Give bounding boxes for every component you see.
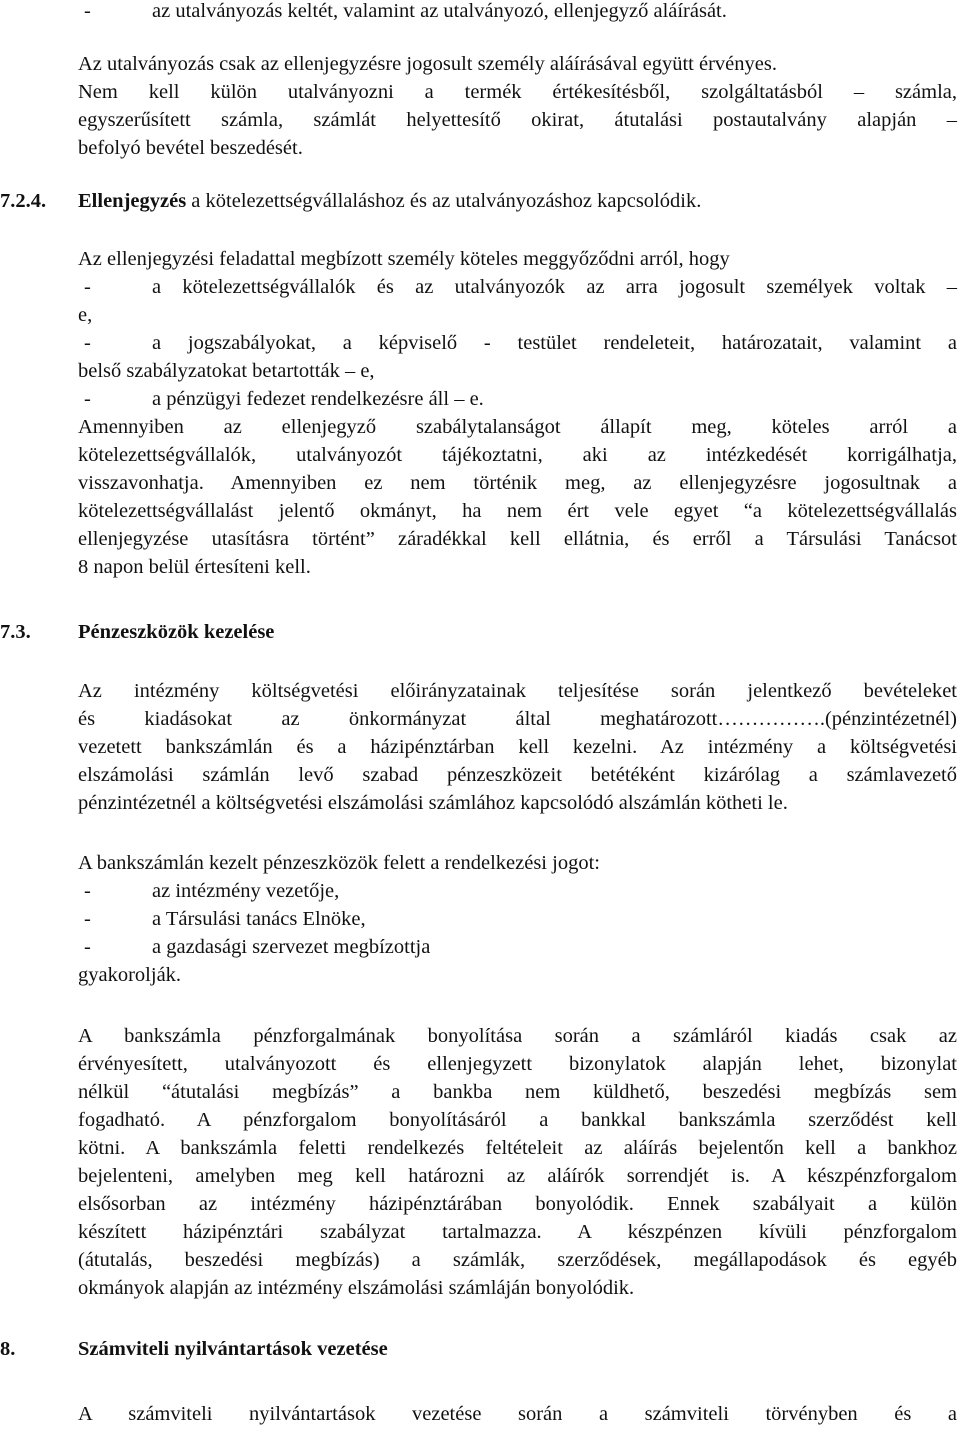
- list-item-text: az intézmény vezetője,: [152, 880, 340, 902]
- paragraph-line: gyakorolják.: [78, 964, 182, 986]
- section-heading: [78, 187, 957, 215]
- paragraph-line: A számviteli nyilvántartások vezetése során a számviteli törvényben és a: [78, 1403, 957, 1425]
- paragraph-line: Az utalványozás csak az ellenjegyzésre jogosult személy aláírásával együtt érvényes.: [78, 53, 777, 75]
- list-dash: -: [84, 880, 91, 902]
- section-number: 8.: [0, 1338, 16, 1360]
- list-item-continuation: e,: [78, 304, 93, 326]
- section-heading-bold: Ellenjegyzés: [78, 190, 187, 212]
- paragraph-line: 8 napon belül értesíteni kell.: [78, 556, 311, 578]
- paragraph-line: készített házipénztári szabályzat tartalmazza. A készpénzen kívüli pénzforgalom: [78, 1221, 957, 1243]
- list-item-continuation: belső szabályzatokat betartották – e,: [78, 360, 375, 382]
- paragraph-line: ellenjegyzése utasításra történt” záradékkal kell ellátnia, és erről a Társulási Tanácsot: [78, 528, 957, 550]
- paragraph-line: egyszerűsített számla, számlát helyettesítő okirat, átutalási postautalvány alapján –: [78, 109, 957, 131]
- paragraph-line: befolyó bevétel beszedését.: [78, 137, 303, 159]
- list-item-text: a gazdasági szervezet megbízottja: [152, 936, 431, 958]
- paragraph-line: pénzintézetnél a költségvetési elszámolási számlához kapcsolódó alszámlán kötheti le.: [78, 792, 788, 814]
- section-number: 7.3.: [0, 621, 31, 643]
- paragraph-line: kötni. A bankszámla feletti rendelkezés feltételeit az aláírás bejelentőn kell a bankhoz: [78, 1137, 957, 1159]
- paragraph-line: érvényesített, utalványozott és ellenjegyzett bizonylatok alapján lehet, bizonylat: [78, 1053, 957, 1075]
- paragraph-line: Nem kell külön utalványozni a termék értékesítésből, szolgáltatásból – számla,: [78, 81, 957, 103]
- section-heading: Számviteli nyilvántartások vezetése: [78, 1338, 388, 1360]
- paragraph-line: Amennyiben az ellenjegyző szabálytalanságot állapít meg, köteles arról a: [78, 416, 957, 438]
- section-number: 7.2.4.: [0, 190, 47, 212]
- paragraph-line: elsősorban az intézmény házipénztárában bonyolódik. Ennek szabályait a külön: [78, 1193, 957, 1215]
- list-item-text: a Társulási tanács Elnöke,: [152, 908, 366, 930]
- paragraph-line: A bankszámla pénzforgalmának bonyolítása során a számláról kiadás csak az: [78, 1025, 957, 1047]
- list-item-text: a jogszabályokat, a képviselő - testület rendeleteit, határozatait, valamint a: [152, 332, 957, 354]
- paragraph-line: nélkül “átutalási megbízás” a bankba nem küldhető, beszedési megbízás sem: [78, 1081, 957, 1103]
- paragraph-line: kötelezettségvállalást jelentő okmányt, ha nem ért vele egyet “a kötelezettségvállalás: [78, 500, 957, 522]
- paragraph-line: visszavonhatja. Amennyiben ez nem történik meg, az ellenjegyzésre jogosultnak a: [78, 472, 957, 494]
- paragraph-line: okmányok alapján az intézmény elszámolási számláján bonyolódik.: [78, 1277, 635, 1299]
- paragraph-line: fogadható. A pénzforgalom bonyolításáról a bankkal bankszámla szerződést kell: [78, 1109, 957, 1131]
- paragraph-line: és kiadásokat az önkormányzat által meghatározott…………….(pénzintézetnél): [78, 708, 957, 730]
- paragraph-line: (átutalás, beszedési megbízás) a számlák, szerződések, megállapodások és egyéb: [78, 1249, 957, 1271]
- list-item-text: az utalványozás keltét, valamint az utalványozó, ellenjegyző aláírását.: [152, 0, 727, 22]
- list-dash: -: [84, 388, 91, 410]
- list-dash: -: [84, 332, 91, 354]
- section-heading-rest: a kötelezettségvállaláshoz és az utalványozáshoz kapcsolódik.: [186, 190, 702, 212]
- paragraph-line: Az intézmény költségvetési előirányzatainak teljesítése során jelentkező bevételeket: [78, 680, 957, 702]
- paragraph-line: elszámolási számlán levő szabad pénzeszközeit betétéként kizárólag a számlavezető: [78, 764, 957, 786]
- paragraph-line: Az ellenjegyzési feladattal megbízott személy köteles meggyőződni arról, hogy: [78, 248, 730, 270]
- list-dash: -: [84, 0, 91, 22]
- paragraph-line: bejelenteni, amelyben meg kell határozni az aláírók sorrendjét is. A készpénzforgalom: [78, 1165, 957, 1187]
- list-dash: -: [84, 908, 91, 930]
- list-item-text: a kötelezettségvállalók és az utalványozók az arra jogosult személyek voltak –: [152, 276, 957, 298]
- list-dash: -: [84, 276, 91, 298]
- list-dash: -: [84, 936, 91, 958]
- paragraph-line: kötelezettségvállalók, utalványozót tájékoztatni, aki az intézkedését korrigálhatja,: [78, 444, 957, 466]
- list-item-text: a pénzügyi fedezet rendelkezésre áll – e.: [152, 388, 484, 410]
- section-heading: Pénzeszközök kezelése: [78, 621, 275, 643]
- paragraph-line: vezetett bankszámlán és a házipénztárban kell kezelni. Az intézmény a költségvetési: [78, 736, 957, 758]
- paragraph-line: A bankszámlán kezelt pénzeszközök felett a rendelkezési jogot:: [78, 852, 600, 874]
